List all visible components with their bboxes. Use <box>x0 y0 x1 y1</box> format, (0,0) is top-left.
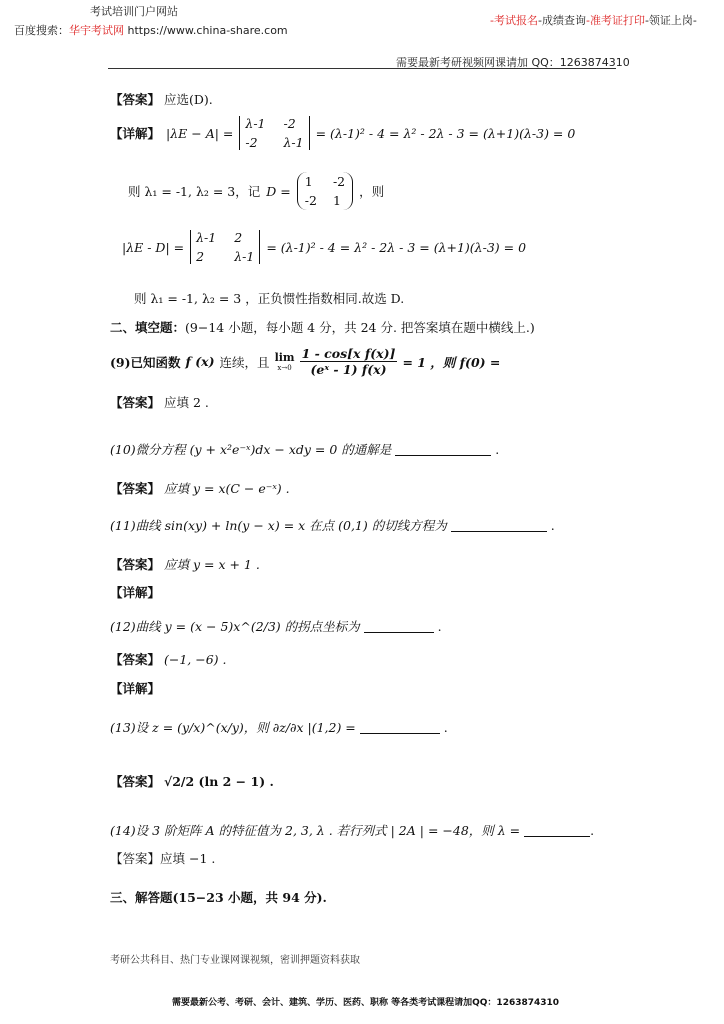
answer-blank[interactable] <box>360 721 440 734</box>
answer-label: 【答案】 <box>110 481 161 496</box>
matrix-cell: 1 <box>332 193 341 208</box>
site-name: 考试培训门户网站 <box>90 5 178 18</box>
q11-period: . <box>550 518 555 533</box>
q12-period: . <box>437 619 442 634</box>
answer-8 <box>110 90 213 108</box>
q13-text: (13)设 z = (y/x)^(x/y)，则 ∂z/∂x |(1,2) = <box>110 720 356 735</box>
detail-8 <box>110 116 575 150</box>
answer-blank[interactable] <box>364 620 434 633</box>
q12-text: (12)曲线 y = (x − 5)x^(2/3) 的拐点坐标为 <box>110 619 360 634</box>
detail-11-label: 【详解】 <box>110 585 161 600</box>
det-rhs: = (λ-1)² - 4 = λ² - 2λ - 3 = (λ+1)(λ-3) = 0 <box>315 125 576 141</box>
answer-text: 应填 y = x + 1 . <box>164 557 260 572</box>
link-exam-registration[interactable]: -考试报名 <box>490 14 538 27</box>
q9-numerator: 1 - cos[x f(x)] <box>301 346 396 361</box>
matrix-cell: -2 <box>332 174 346 189</box>
det-cell: λ-1 <box>196 230 217 245</box>
q9-limit <box>275 351 295 372</box>
det-cell: λ-1 <box>234 249 255 264</box>
q14-text: (14)设 3 阶矩阵 A 的特征值为 2, 3, λ . 若行列式 | 2A | = −48，则 λ = <box>110 823 521 838</box>
det-ed-lhs: |λE - D| = <box>122 239 185 255</box>
eigen-text-end: ，则 <box>359 184 385 199</box>
qq-notice: 需要最新考研视频网课请加 QQ：1263874310 <box>396 56 630 69</box>
q10-text: (10)微分方程 (y + x²e⁻ˣ)dx − xdy = 0 的通解是 <box>110 442 392 457</box>
q9-mid: 连续，且 <box>219 354 270 370</box>
question-9 <box>110 346 500 377</box>
answer-text: (−1, −6) . <box>164 652 227 667</box>
det-cell: -2 <box>245 135 258 150</box>
site-url[interactable]: https://www.china-share.com <box>127 24 288 37</box>
header-rule <box>108 68 616 69</box>
baidu-search-row <box>14 22 288 38</box>
answer-label: 【答案】 <box>110 652 161 667</box>
detail-12-label: 【详解】 <box>110 681 161 696</box>
q9-tail: = 1 ，则 f(0) = <box>402 354 501 370</box>
det-cell: λ-1 <box>283 135 304 150</box>
lim-word: lim <box>274 351 295 364</box>
lim-sub: x→0 <box>277 364 292 372</box>
question-11 <box>110 516 555 534</box>
matrix-d <box>297 172 353 210</box>
answer-text: √2/2 (ln 2 − 1) . <box>164 774 274 789</box>
brand-link[interactable]: 华宇考试网 <box>69 24 124 37</box>
matrix-d-label: D = <box>266 183 291 199</box>
answer-10 <box>110 479 290 497</box>
link-score-query[interactable]: -成绩查询 <box>537 14 586 27</box>
question-14 <box>110 821 594 839</box>
answer-11 <box>110 555 260 573</box>
section-2-heading <box>110 318 535 336</box>
link-admission-ticket[interactable]: -准考证打印 <box>585 14 645 27</box>
answer-label: 【答案】 <box>110 395 161 410</box>
header-links <box>490 12 697 28</box>
det-ed-line <box>122 230 526 264</box>
q9-fraction <box>300 346 398 377</box>
link-certificate[interactable]: -领证上岗- <box>644 14 697 27</box>
determinant-ed <box>190 230 260 264</box>
section-2-note: (9−14 小题，每小题 4 分，共 24 分. 把答案填在题中横线上.) <box>185 320 535 335</box>
answer-text: 应填 2 . <box>164 395 209 410</box>
answer-13 <box>110 772 274 790</box>
footer-line-2: 需要最新公考、考研、会计、建筑、学历、医药、职称 等各类考试课程请加QQ：1263874310 <box>172 998 560 1008</box>
answer-14: 【答案】应填 −1 . <box>110 851 216 866</box>
section-2-title: 二、填空题： <box>110 320 186 335</box>
answer-text: 应填 y = x(C − e⁻ˣ) . <box>164 481 290 496</box>
q9-func: f (x) <box>185 354 215 369</box>
answer-text: 应选(D). <box>164 92 213 107</box>
answer-blank[interactable] <box>395 443 491 456</box>
eigen-line-2: 则 λ₁ = -1, λ₂ = 3 ，正负惯性指数相同.故选 D. <box>134 291 405 306</box>
q9-prefix: (9)已知函数 <box>110 354 181 370</box>
det-cell: -2 <box>283 116 296 131</box>
answer-blank[interactable] <box>451 519 547 532</box>
question-13 <box>110 718 448 736</box>
answer-blank[interactable] <box>524 824 590 837</box>
det-cell: 2 <box>196 249 205 264</box>
eigen-line-1 <box>128 172 384 210</box>
answer-label: 【答案】 <box>110 557 161 572</box>
section-3-title: 三、解答题(15−23 小题，共 94 分). <box>110 890 327 905</box>
answer-label: 【答案】 <box>110 774 161 789</box>
det-cell: λ-1 <box>245 116 266 131</box>
det-ed-rhs: = (λ-1)² - 4 = λ² - 2λ - 3 = (λ+1)(λ-3) = 0 <box>266 239 527 255</box>
determinant-a <box>239 116 309 150</box>
answer-9 <box>110 393 209 411</box>
answer-12 <box>110 650 227 668</box>
question-12 <box>110 617 442 635</box>
q10-period: . <box>495 442 500 457</box>
q14-period: . <box>590 823 595 838</box>
matrix-cell: -2 <box>304 193 317 208</box>
detail-label: 【详解】 <box>110 126 161 141</box>
q11-text: (11)曲线 sin(xy) + ln(y − x) = x 在点 (0,1) 的切线方程为 <box>110 518 447 533</box>
q9-denominator: (eˣ - 1) f(x) <box>310 362 387 377</box>
q13-period: . <box>443 720 448 735</box>
eigen-text: 则 λ₁ = -1, λ₂ = 3，记 <box>128 184 261 199</box>
det-cell: 2 <box>234 230 243 245</box>
answer-label: 【答案】 <box>110 92 161 107</box>
baidu-search-label: 百度搜索： <box>14 24 69 37</box>
matrix-cell: 1 <box>304 174 313 189</box>
question-10 <box>110 440 499 458</box>
det-lhs: |λE − A| = <box>166 125 234 141</box>
footer-line-1: 考研公共科目、热门专业课网课视频，密训押题资料获取 <box>110 955 360 966</box>
